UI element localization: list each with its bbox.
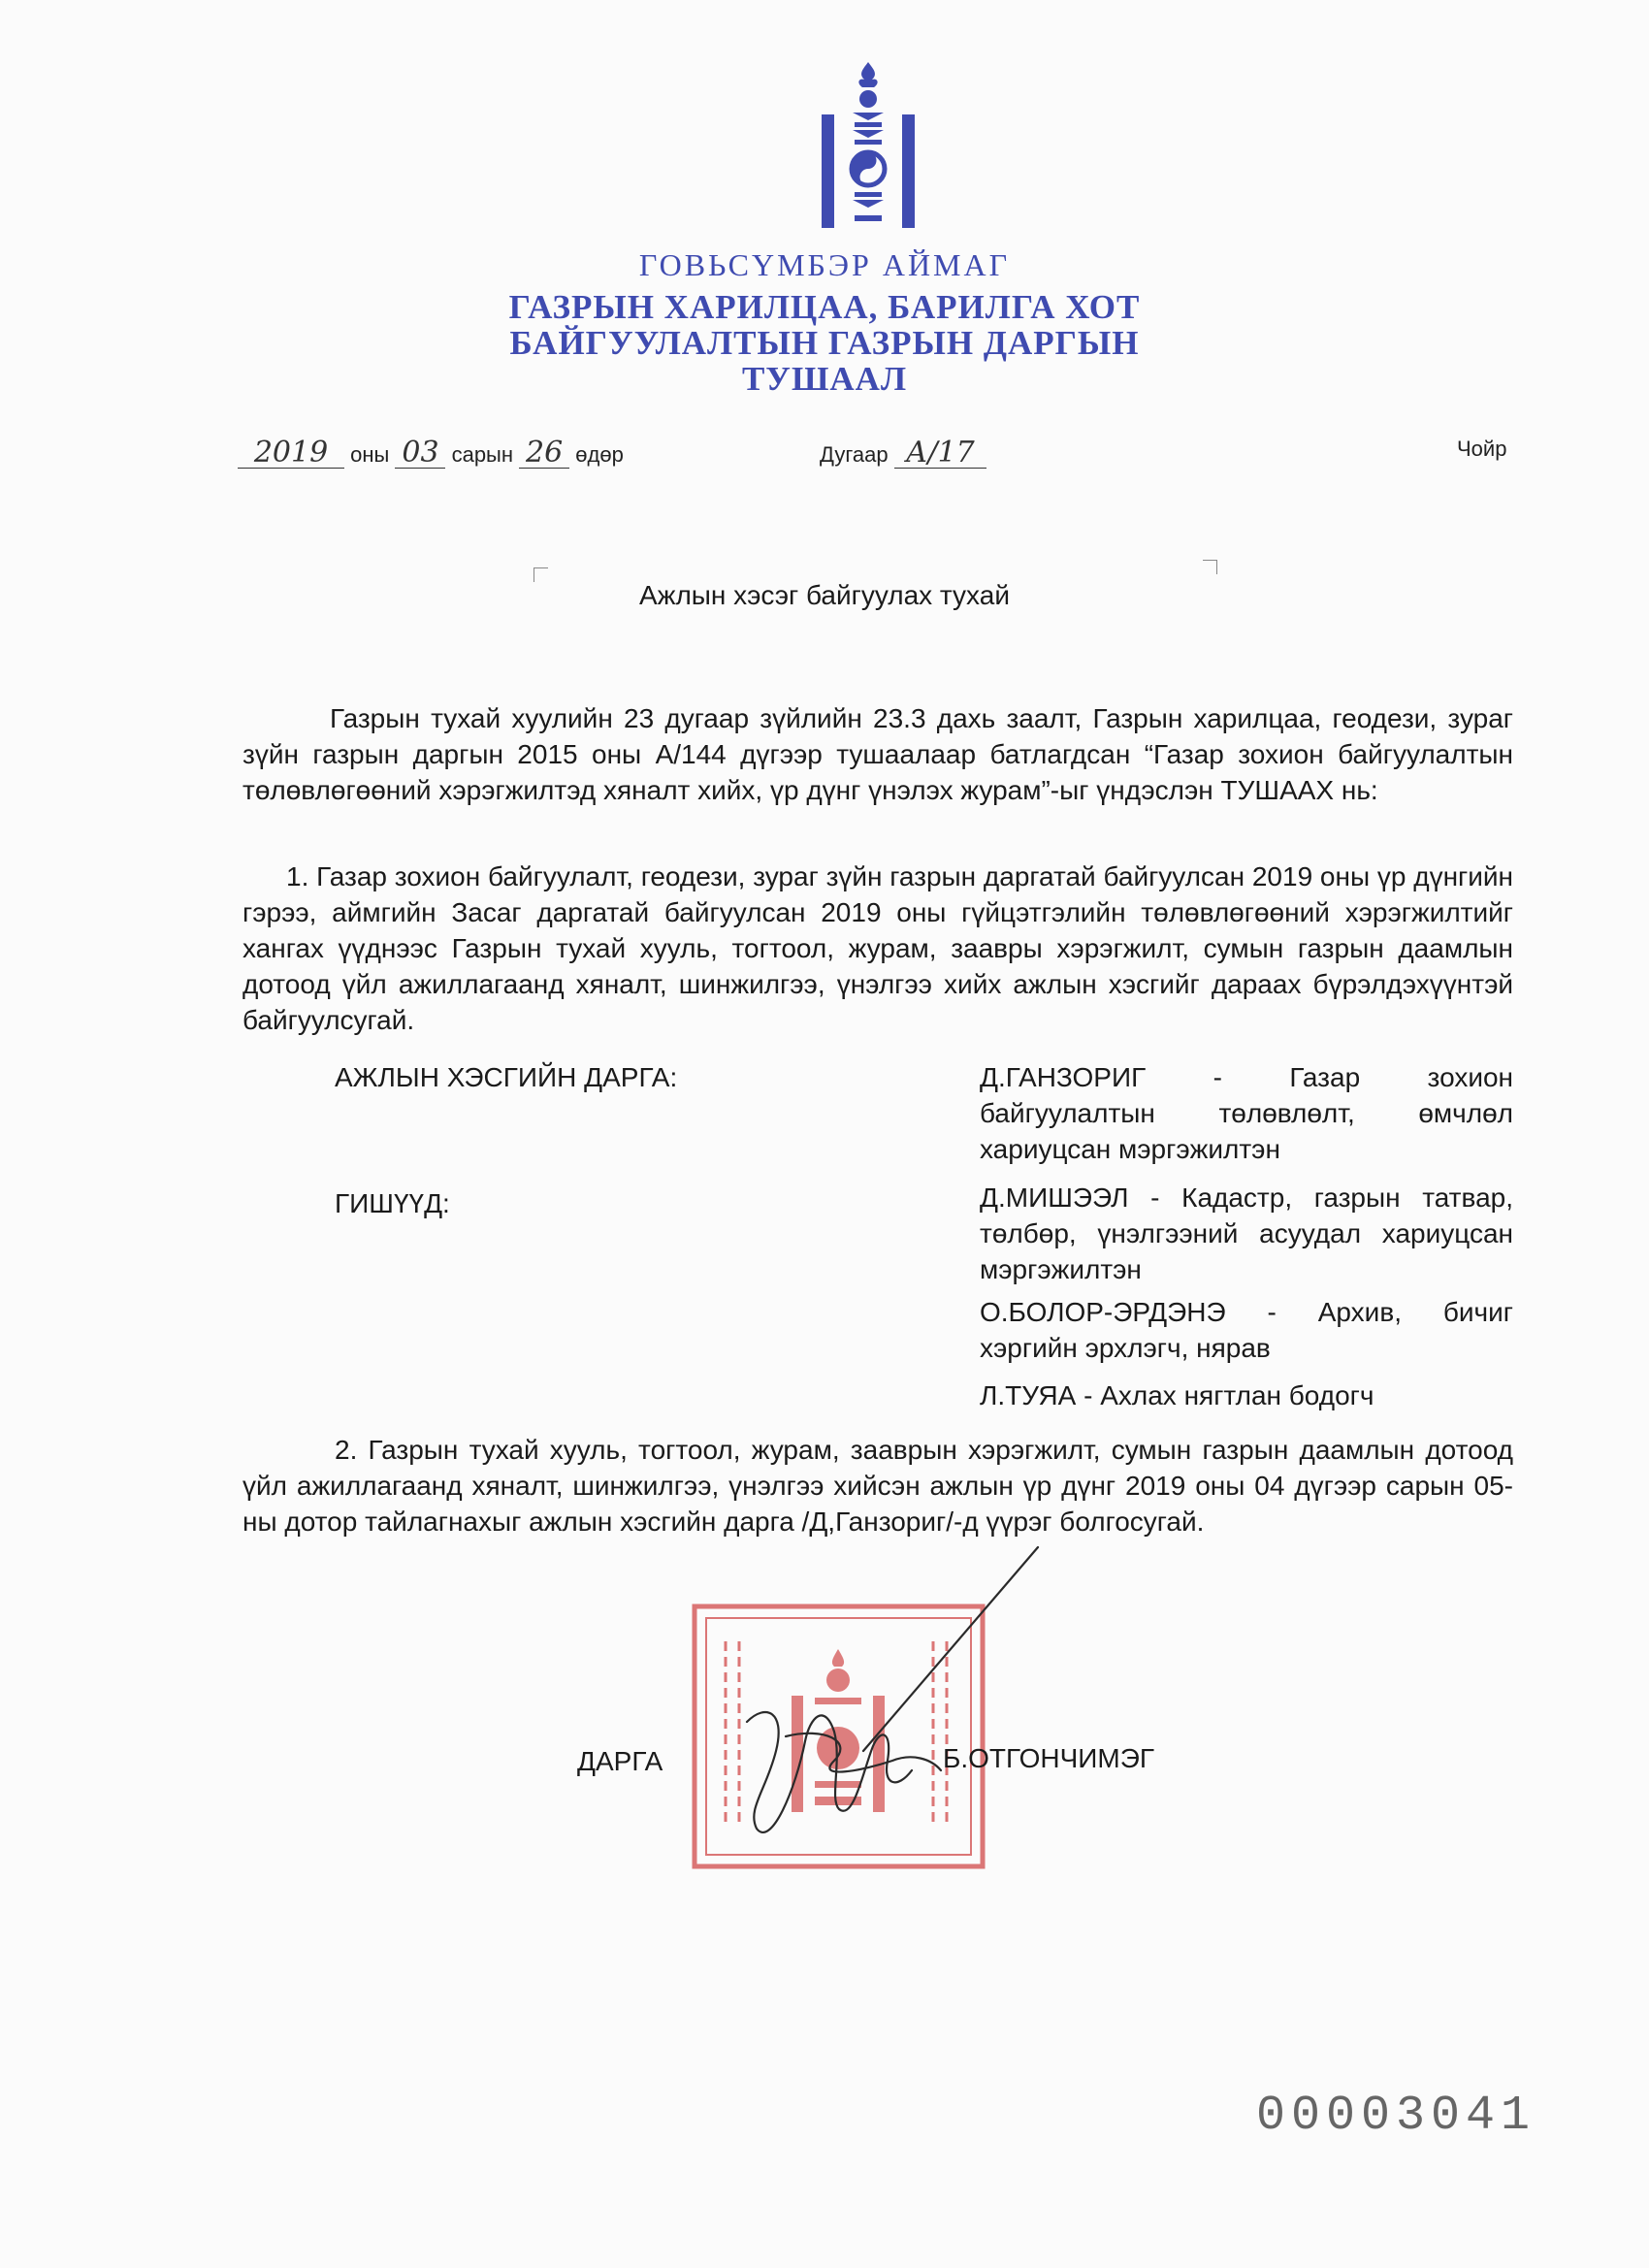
member-2: О.БОЛОР-ЭРДЭНЭ - Архив, бичиг хэргийн эрхлэгч, нярав: [980, 1297, 1513, 1363]
place-name: Чойр: [1457, 437, 1507, 461]
soyombo-emblem-icon: [820, 60, 917, 230]
organization-line-2: БАЙГУУЛАЛТЫН ГАЗРЫН ДАРГЫН: [509, 324, 1140, 362]
month-handwritten: 03: [395, 438, 445, 469]
day-label: өдөр: [575, 442, 624, 467]
document-title: Ажлын хэсэг байгуулах тухай: [639, 580, 1010, 610]
title-bracket-right: [1203, 560, 1217, 574]
province-name: ГОВЬСҮМБЭР АЙМАГ: [638, 247, 1011, 282]
organization-name: [0, 289, 1649, 397]
signer-name: Б.ОТГОНЧИМЭГ: [943, 1743, 1155, 1773]
serial-number: 00003041: [1256, 2089, 1536, 2144]
members-role-label: ГИШҮҮД:: [335, 1188, 450, 1218]
signature-scribble-icon: [718, 1538, 1067, 1863]
signer-title: ДАРГА: [577, 1746, 663, 1776]
member-3: Л.ТУЯА - Ахлах нягтлан бодогч: [980, 1380, 1374, 1410]
member-1: Д.МИШЭЭЛ - Кадастр, газрын татвар, төлбөр, үнэлгээний асуудал хариуцсан мэргэжилтэн: [980, 1183, 1513, 1284]
number-handwritten: А/17: [894, 438, 986, 469]
day-handwritten: 26: [519, 438, 569, 469]
date-line: [238, 438, 624, 469]
month-label: сарын: [451, 442, 514, 467]
chair-member: Д.ГАНЗОРИГ - Газар зохион байгуулалтын төлөвлөлт, өмчлөл хариуцсан мэргэжилтэн: [980, 1062, 1513, 1164]
document-type: ТУШААЛ: [741, 360, 908, 398]
organization-line-1: ГАЗРЫН ХАРИЛЦАА, БАРИЛГА ХОТ: [508, 288, 1141, 326]
chair-role-label: АЖЛЫН ХЭСГИЙН ДАРГА:: [335, 1062, 678, 1092]
number-label: Дугаар: [820, 442, 889, 467]
preamble-paragraph: Газрын тухай хуулийн 23 дугаар зүйлийн 23.3 дахь заалт, Газрын харилцаа, геодези, зураг зүйн газрын даргын 2015 оны А/144 дүгээр тушаалаар батлагдсан “Газар зохион байгуулалтын төлөвлөгөөний хэрэгжилтэд хяналт хийх, үр дүнг үнэлэх журам”-ыг үндэслэн ТУШААХ нь:: [242, 703, 1513, 805]
year-label: оны: [350, 442, 390, 467]
item-1-paragraph: 1. Газар зохион байгуулалт, геодези, зураг зүйн газрын даргатай байгуулсан 2019 оны үр дүнгийн гэрээ, аймгийн Засаг даргатай байгуулсан 2019 оны гүйцэтгэлийн төлөвлөгөөний хэрэгжилтийг хангах үүднээс Газрын тухай хууль, тогтоол, журам, заавры хэрэгжилт, сумын газрын даамлын дотоод үйл ажиллагаанд хяналт, шинжилгээ, үнэлгээ хийх ажлын хэсгийг дараах бүрэлдэхүүнтэй байгуулсугай.: [242, 861, 1513, 1035]
year-handwritten: 2019: [238, 438, 344, 469]
item-2-paragraph: 2. Газрын тухай хууль, тогтоол, журам, зааврын хэрэгжилт, сумын газрын даамлын дотоод үйл ажиллагаанд хяналт, шинжилгээ, үнэлгээ хийсэн ажлын үр дүнг 2019 оны 04 дүгээр сарын 05-ны дотор тайлагнахыг ажлын хэсгийн дарга /Д,Ганзориг/-д үүрэг болгосугай.: [242, 1435, 1513, 1537]
document-number: [820, 438, 986, 469]
